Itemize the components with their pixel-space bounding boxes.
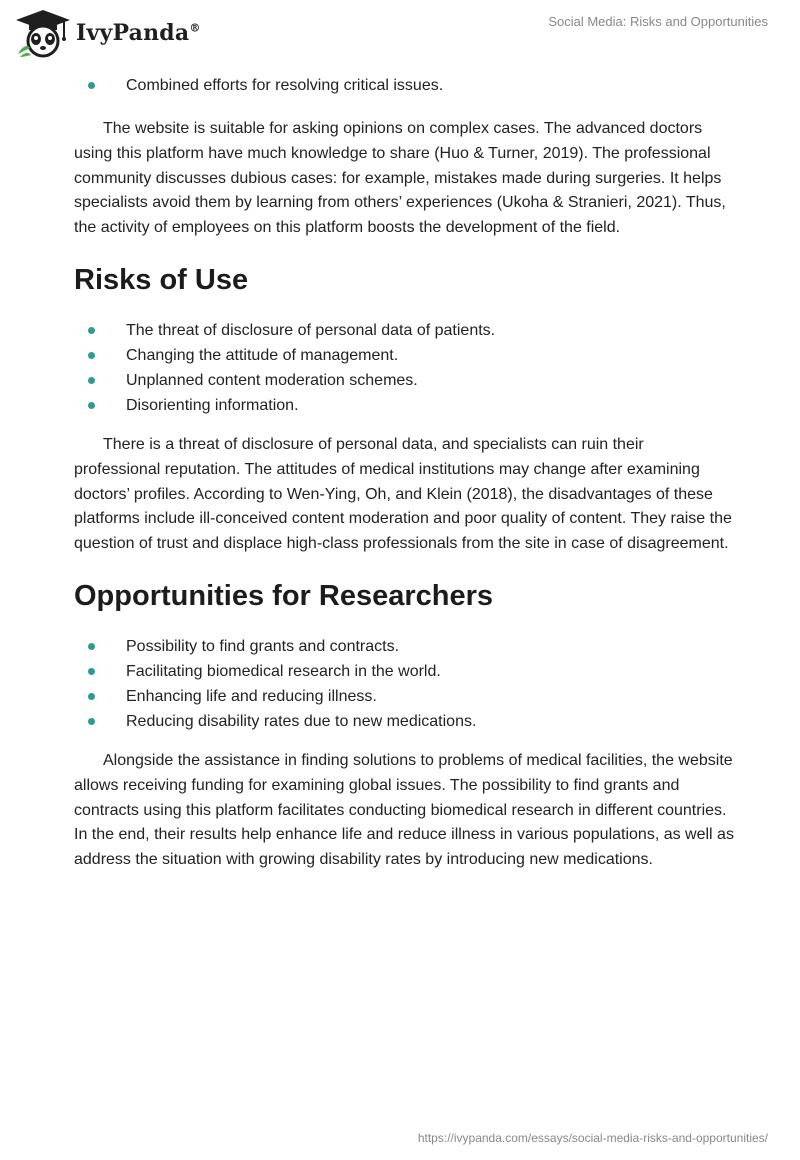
top-bullet-list [74, 73, 734, 98]
list-item: Unplanned content moderation schemes. [74, 368, 734, 393]
document-title: Social Media: Risks and Opportunities [548, 14, 768, 29]
section-heading-risks: Risks of Use [74, 263, 249, 296]
page-header [0, 0, 800, 64]
registered-mark: ® [189, 21, 201, 35]
list-item: Possibility to find grants and contracts. [74, 634, 734, 659]
brand-name: IvyPanda [76, 20, 190, 46]
paragraph-body-2: There is a threat of disclosure of personal data, and specialists can ruin their professional reputation. The attitudes of medical institutions may change after examining doctors’ profiles. According to Wen-Ying, Oh, and Klein (2018), the disadvantages of these platforms include ill-conceived content moderation and poor quality of content. They raise the question of trust and displace high-class professionals from the site in case of disagreement. [74, 435, 732, 553]
opportunities-bullet-list [74, 634, 734, 734]
list-item: Facilitating biomedical research in the world. [74, 659, 734, 684]
section-heading-opportunities: Opportunities for Researchers [74, 579, 493, 612]
essay-content [74, 70, 734, 873]
risks-bullet-list [74, 318, 734, 418]
paragraph-body-1: The website is suitable for asking opinions on complex cases. The advanced doctors using this platform have much knowledge to share (Huo & Turner, 2019). The professional community discusses dubious cases: for example, mistakes made during surgeries. It helps specialists avoid them by learning from others’ experiences (Ukoha & Stranieri, 2021). Thus, the activity of employees on this platform boosts the development of the field. [74, 120, 726, 237]
bullet-icon [88, 693, 95, 700]
bullet-icon [88, 402, 95, 409]
bullet-icon [88, 327, 95, 334]
panda-graduate-icon [14, 8, 72, 58]
brand-logo[interactable] [14, 8, 201, 58]
source-url[interactable]: https://ivypanda.com/essays/social-media-risks-and-opportunities/ [417, 1131, 768, 1145]
bullet-icon [88, 82, 95, 89]
list-item: Disorienting information. [74, 393, 734, 418]
paragraph-body-3: Alongside the assistance in finding solutions to problems of medical facilities, the website allows receiving funding for examining global issues. The possibility to find grants and contracts using this platform facilitates conducting biomedical research in different countries. In the end, their results help enhance life and reduce illness in various populations, as well as address the situation with growing disability rates by introducing new medications. [74, 751, 734, 869]
bullet-icon [88, 718, 95, 725]
bullet-icon [88, 377, 95, 384]
bullet-icon [88, 352, 95, 359]
list-item: Enhancing life and reducing illness. [74, 684, 734, 709]
list-item: Changing the attitude of management. [74, 343, 734, 368]
bullet-icon [88, 643, 95, 650]
list-item: The threat of disclosure of personal data of patients. [74, 318, 734, 343]
bullet-icon [88, 668, 95, 675]
list-item: Reducing disability rates due to new medications. [74, 709, 734, 734]
list-item: Combined efforts for resolving critical issues. [74, 73, 734, 98]
